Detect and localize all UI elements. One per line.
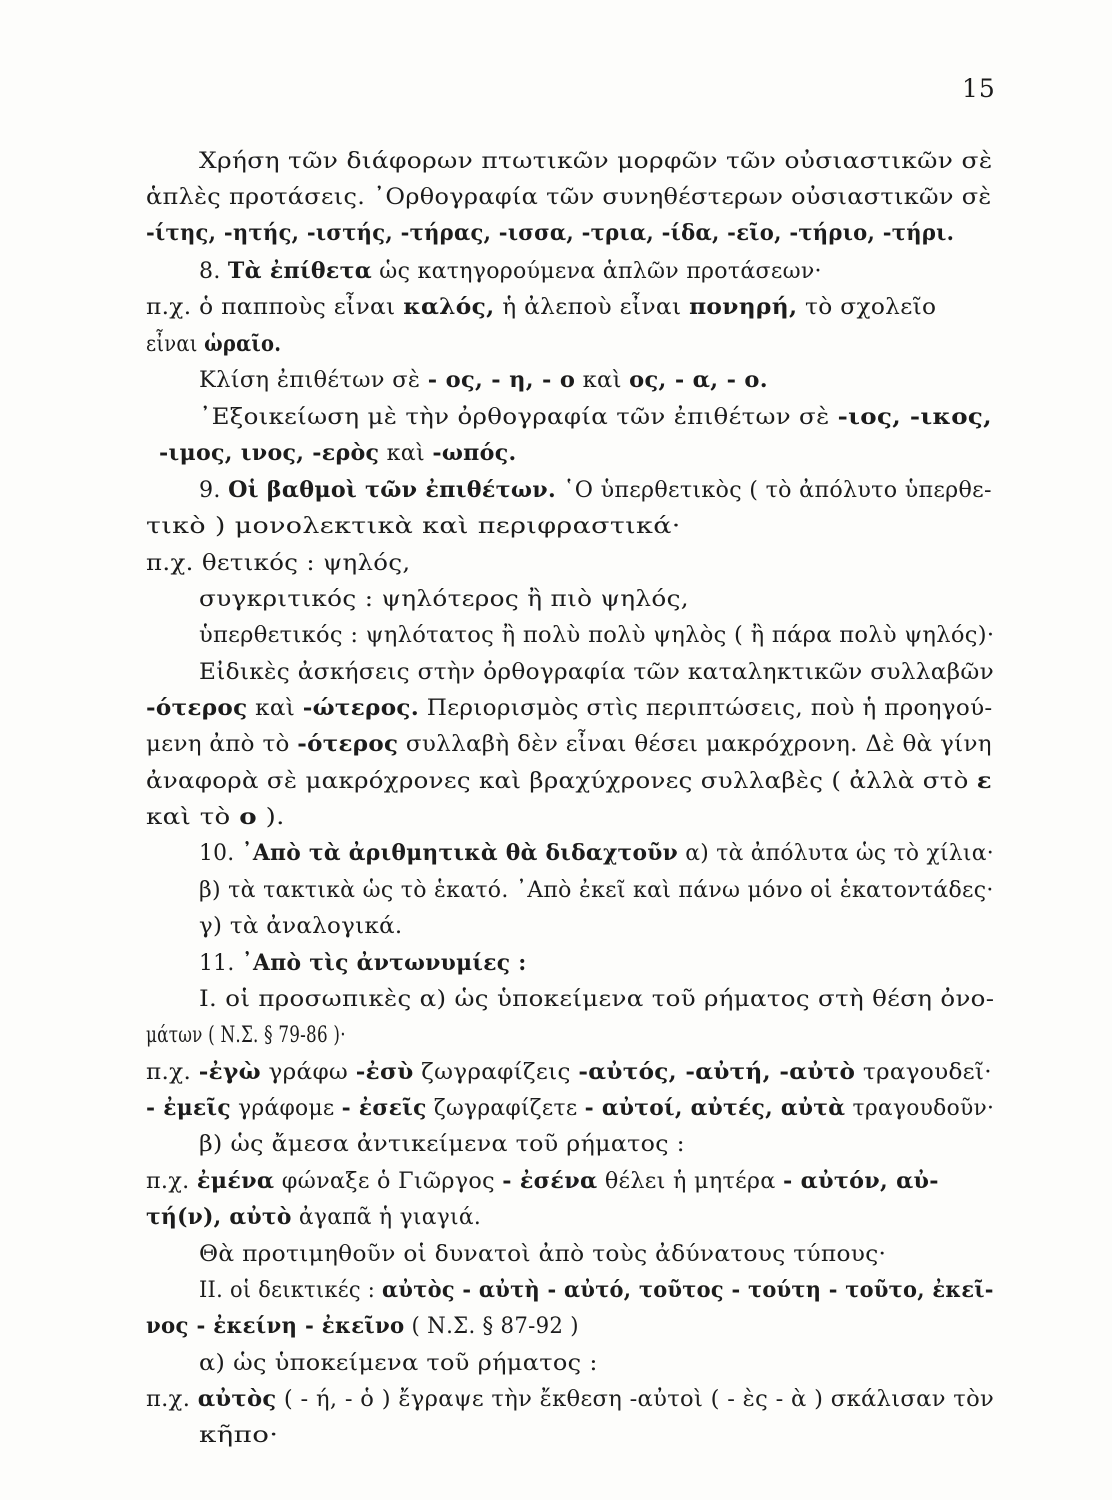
text-line: Ι. οἱ προσωπικὲς α) ὡς ὑποκείμενα τοῦ ρήματος στὴ θέση ὀνο-	[199, 986, 995, 1012]
text-line: 10. ᾽Απὸ τὰ ἀριθμητικὰ θὰ διδαχτοῦν α) τὰ ἀπόλυτα ὡς τὸ χίλια·	[199, 840, 994, 866]
text-line: Θὰ προτιμηθοῦν οἱ δυνατοὶ ἀπὸ τοὺς ἀδύνατους τύπους·	[199, 1241, 887, 1267]
text-line: τή(ν), αὐτὸ ἀγαπᾶ ἡ γιαγιά.	[146, 1204, 482, 1230]
text-line: τικὸ ) μονολεκτικὰ καὶ περιφραστικά·	[146, 513, 681, 539]
text-line: ΙΙ. οἱ δεικτικές : αὐτὸς - αὐτὴ - αὐτό, τοῦτος - τούτη - τοῦτο, ἐκεῖ-	[199, 1277, 994, 1303]
text-line: α) ὡς ὑποκείμενα τοῦ ρήματος :	[199, 1350, 598, 1376]
text-line: -ίτης, -ητής, -ιστής, -τήρας, -ισσα, -τρια, -ίδα, -εῖο, -τήριο, -τήρι.	[146, 220, 955, 246]
text-line: ἁπλὲς προτάσεις. ᾽Ορθογραφία τῶν συνηθέστερων οὐσιαστικῶν σὲ	[146, 184, 992, 210]
text-line: Εἰδικὲς ἀσκήσεις στὴν ὀρθογραφία τῶν καταληκτικῶν συλλαβῶν	[199, 659, 994, 685]
text-line: π.χ. αὐτὸς ( - ή, - ὁ ) ἔγραψε τὴν ἔκθεση -αὐτοὶ ( - ὲς - ὰ ) σκάλισαν τὸν	[146, 1386, 995, 1412]
text-line: συγκριτικός : ψηλότερος ἢ πιὸ ψηλός,	[199, 586, 689, 612]
text-line: 9. Οἱ βαθμοὶ τῶν ἐπιθέτων. ῾Ο ὑπερθετικὸς ( τὸ ἀπόλυτο ὑπερθε-	[199, 477, 992, 503]
text-line: π.χ. θετικός : ψηλός,	[146, 550, 411, 576]
text-line: Κλίση ἐπιθέτων σὲ - ος, - η, - ο καὶ ος, - α, - ο.	[199, 367, 768, 393]
text-line: β) τὰ τακτικὰ ὡς τὸ ἑκατό. ᾽Απὸ ἐκεῖ καὶ πάνω μόνο οἱ ἑκατοντάδες·	[199, 877, 994, 903]
text-line: 8. Τὰ ἐπίθετα ὡς κατηγορούμενα ἁπλῶν προτάσεων·	[199, 258, 822, 284]
text-line: -ιμος, ινος, -ερὸς καὶ -ωπός.	[159, 440, 517, 466]
text-line: -ότερος καὶ -ώτερος. Περιορισμὸς στὶς περιπτώσεις, ποὺ ἡ προηγού-	[146, 695, 993, 721]
text-line: π.χ. -ἐγὼ γράφω -ἐσὺ ζωγραφίζεις -αὐτός, -αὐτή, -αὐτὸ τραγουδεῖ·	[146, 1059, 992, 1085]
text-line: π.χ. ὁ παπποὺς εἶναι καλός, ἡ ἀλεποὺ εἶναι πονηρή, τὸ σχολεῖο	[146, 294, 937, 320]
text-line: μάτων ( Ν.Σ. § 79-86 )·	[146, 1022, 346, 1048]
text-line: - ἐμεῖς γράφομε - ἐσεῖς ζωγραφίζετε - αὐτοί, αὐτές, αὐτὰ τραγουδοῦν·	[146, 1095, 995, 1121]
text-line: Χρήση τῶν διάφορων πτωτικῶν μορφῶν τῶν οὐσιαστικῶν σὲ	[199, 148, 993, 174]
text-line: κῆπο·	[199, 1422, 279, 1448]
text-line: 11. ᾽Απὸ τὶς ἀντωνυμίες :	[199, 950, 527, 976]
text-line: καὶ τὸ ο ).	[146, 804, 285, 830]
page-number: 15	[962, 74, 996, 103]
text-line: γ) τὰ ἀναλογικά.	[199, 913, 403, 939]
text-line: νος - ἐκείνη - ἐκεῖνο ( Ν.Σ. § 87-92 )	[146, 1313, 579, 1339]
text-line: μενη ἀπὸ τὸ -ότερος συλλαβὴ δὲν εἶναι θέσει μακρόχρονη. Δὲ θὰ γίνη	[146, 731, 992, 757]
text-line: β) ὡς ἄμεσα ἀντικείμενα τοῦ ρήματος :	[199, 1131, 685, 1157]
text-line: ἀναφορὰ σὲ μακρόχρονες καὶ βραχύχρονες συλλαβὲς ( ἀλλὰ στὸ ε	[146, 768, 992, 794]
text-line: εἶναι ὡραῖο.	[146, 331, 282, 357]
text-line: ᾽Εξοικείωση μὲ τὴν ὀρθογραφία τῶν ἐπιθέτων σὲ -ιος, -ικος,	[199, 404, 992, 430]
text-line: π.χ. ἐμένα φώναξε ὁ Γιῶργος - ἐσένα θέλει ἡ μητέρα - αὐτόν, αὐ-	[146, 1168, 939, 1194]
text-line: ὑπερθετικός : ψηλότατος ἢ πολὺ πολὺ ψηλὸς ( ἢ πάρα πολὺ ψηλός)·	[199, 622, 995, 648]
